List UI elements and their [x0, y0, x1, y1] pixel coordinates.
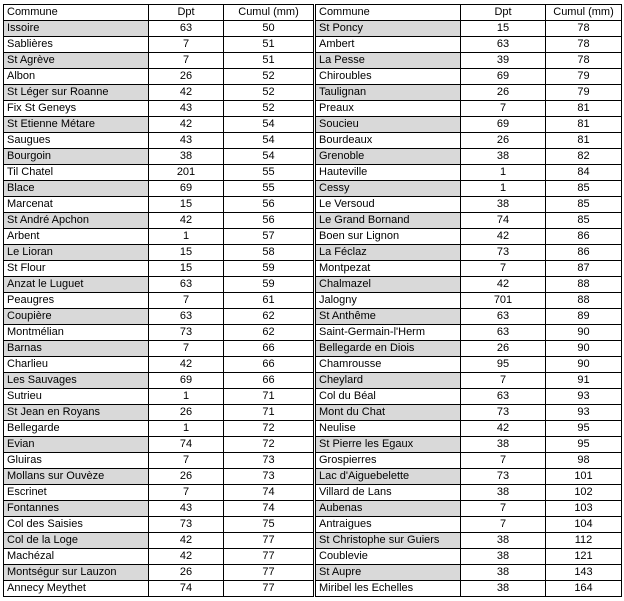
commune-cell: Chamrousse	[316, 357, 461, 373]
commune-cell: St Agrève	[4, 53, 149, 69]
commune-cell: Boen sur Lignon	[316, 229, 461, 245]
table-row	[316, 261, 622, 277]
cumul-cell: 52	[224, 85, 314, 101]
cumul-cell: 93	[546, 389, 622, 405]
dpt-cell: 38	[461, 197, 546, 213]
dpt-cell: 7	[149, 293, 224, 309]
table-row	[316, 213, 622, 229]
commune-cell: Neulise	[316, 421, 461, 437]
table-row	[4, 469, 314, 485]
table-row	[316, 341, 622, 357]
cumul-cell: 90	[546, 357, 622, 373]
dpt-cell: 42	[461, 229, 546, 245]
cumul-cell: 88	[546, 293, 622, 309]
commune-cell: Miribel les Echelles	[316, 581, 461, 597]
table-row	[316, 229, 622, 245]
dpt-cell: 42	[149, 85, 224, 101]
commune-cell: Albon	[4, 69, 149, 85]
cumul-cell: 59	[224, 261, 314, 277]
dpt-cell: 26	[149, 469, 224, 485]
commune-cell: Montmélian	[4, 325, 149, 341]
dpt-cell: 43	[149, 133, 224, 149]
table-row	[316, 277, 622, 293]
dpt-cell: 42	[149, 357, 224, 373]
dpt-cell: 7	[461, 517, 546, 533]
dpt-cell: 63	[461, 389, 546, 405]
cumul-cell: 91	[546, 373, 622, 389]
table-row	[4, 165, 314, 181]
cumul-cell: 57	[224, 229, 314, 245]
table-row	[4, 309, 314, 325]
dpt-cell: 201	[149, 165, 224, 181]
commune-cell: Anzat le Luguet	[4, 277, 149, 293]
cumul-cell: 56	[224, 213, 314, 229]
cumul-cell: 55	[224, 181, 314, 197]
table-row	[316, 469, 622, 485]
commune-cell: Peaugres	[4, 293, 149, 309]
table-row	[4, 21, 314, 37]
cumul-cell: 81	[546, 133, 622, 149]
commune-cell: St Christophe sur Guiers	[316, 533, 461, 549]
dpt-cell: 38	[461, 149, 546, 165]
cumul-cell: 79	[546, 69, 622, 85]
commune-cell: Montpezat	[316, 261, 461, 277]
table-row	[316, 373, 622, 389]
cumul-cell: 55	[224, 165, 314, 181]
header-dpt: Dpt	[149, 5, 224, 21]
commune-cell: Saugues	[4, 133, 149, 149]
commune-cell: Col des Saisies	[4, 517, 149, 533]
table-row	[4, 69, 314, 85]
table-row	[316, 85, 622, 101]
dpt-cell: 701	[461, 293, 546, 309]
table-row	[316, 389, 622, 405]
table-row	[316, 581, 622, 597]
table-row	[4, 277, 314, 293]
commune-cell: St Etienne Métare	[4, 117, 149, 133]
dpt-cell: 38	[461, 581, 546, 597]
dpt-cell: 7	[461, 373, 546, 389]
table-row	[316, 309, 622, 325]
commune-cell: Cheylard	[316, 373, 461, 389]
cumul-cell: 54	[224, 149, 314, 165]
rainfall-table-right	[315, 4, 622, 597]
dpt-cell: 63	[461, 37, 546, 53]
dpt-cell: 73	[149, 325, 224, 341]
dpt-cell: 38	[461, 485, 546, 501]
dpt-cell: 26	[461, 85, 546, 101]
cumul-cell: 77	[224, 581, 314, 597]
rainfall-table-left	[3, 4, 314, 597]
table-row	[4, 437, 314, 453]
commune-cell: Evian	[4, 437, 149, 453]
cumul-cell: 54	[224, 133, 314, 149]
dpt-cell: 7	[149, 485, 224, 501]
cumul-cell: 85	[546, 213, 622, 229]
commune-cell: St Aupre	[316, 565, 461, 581]
commune-cell: Preaux	[316, 101, 461, 117]
commune-cell: Saint-Germain-l'Herm	[316, 325, 461, 341]
table-row	[316, 293, 622, 309]
commune-cell: St Flour	[4, 261, 149, 277]
commune-cell: Les Sauvages	[4, 373, 149, 389]
table-row	[316, 37, 622, 53]
cumul-cell: 66	[224, 341, 314, 357]
table-row	[4, 549, 314, 565]
dpt-cell: 15	[461, 21, 546, 37]
table-row	[4, 485, 314, 501]
dpt-cell: 63	[461, 309, 546, 325]
cumul-cell: 61	[224, 293, 314, 309]
dpt-cell: 38	[461, 533, 546, 549]
table-row	[4, 197, 314, 213]
dpt-cell: 42	[149, 533, 224, 549]
commune-cell: Taulignan	[316, 85, 461, 101]
cumul-cell: 81	[546, 117, 622, 133]
commune-cell: Escrinet	[4, 485, 149, 501]
dpt-cell: 26	[149, 405, 224, 421]
cumul-cell: 72	[224, 437, 314, 453]
dpt-cell: 26	[461, 341, 546, 357]
dpt-cell: 63	[149, 21, 224, 37]
table-row	[316, 357, 622, 373]
commune-cell: Antraigues	[316, 517, 461, 533]
commune-cell: Bellegarde en Diois	[316, 341, 461, 357]
table-row	[4, 405, 314, 421]
commune-cell: Col de la Loge	[4, 533, 149, 549]
dpt-cell: 1	[461, 181, 546, 197]
dpt-cell: 7	[149, 453, 224, 469]
cumul-cell: 164	[546, 581, 622, 597]
dpt-cell: 74	[149, 581, 224, 597]
commune-cell: Sablières	[4, 37, 149, 53]
table-row	[4, 85, 314, 101]
dpt-cell: 26	[461, 133, 546, 149]
dpt-cell: 73	[461, 245, 546, 261]
commune-cell: Gluiras	[4, 453, 149, 469]
table-row	[4, 501, 314, 517]
cumul-cell: 89	[546, 309, 622, 325]
cumul-cell: 84	[546, 165, 622, 181]
commune-cell: Arbent	[4, 229, 149, 245]
table-row	[316, 133, 622, 149]
commune-cell: Coupière	[4, 309, 149, 325]
commune-cell: Blace	[4, 181, 149, 197]
cumul-cell: 143	[546, 565, 622, 581]
dpt-cell: 7	[461, 261, 546, 277]
commune-cell: Le Versoud	[316, 197, 461, 213]
commune-cell: Bellegarde	[4, 421, 149, 437]
cumul-cell: 51	[224, 37, 314, 53]
dpt-cell: 69	[461, 69, 546, 85]
cumul-cell: 98	[546, 453, 622, 469]
table-row	[316, 21, 622, 37]
cumul-cell: 52	[224, 101, 314, 117]
cumul-cell: 101	[546, 469, 622, 485]
commune-cell: Fontannes	[4, 501, 149, 517]
table-row	[316, 197, 622, 213]
cumul-cell: 78	[546, 37, 622, 53]
commune-cell: Mollans sur Ouvèze	[4, 469, 149, 485]
table-row	[316, 245, 622, 261]
commune-cell: St Jean en Royans	[4, 405, 149, 421]
table-row	[316, 325, 622, 341]
table-row	[4, 245, 314, 261]
cumul-cell: 74	[224, 501, 314, 517]
dpt-cell: 63	[149, 309, 224, 325]
commune-cell: Lac d'Aiguebelette	[316, 469, 461, 485]
header-cumul: Cumul (mm)	[224, 5, 314, 21]
commune-cell: Hauteville	[316, 165, 461, 181]
table-row	[4, 293, 314, 309]
dpt-cell: 69	[461, 117, 546, 133]
commune-cell: Bourgoin	[4, 149, 149, 165]
table-row	[4, 389, 314, 405]
dpt-cell: 42	[149, 117, 224, 133]
cumul-cell: 52	[224, 69, 314, 85]
table-row	[316, 565, 622, 581]
cumul-cell: 95	[546, 421, 622, 437]
cumul-cell: 71	[224, 405, 314, 421]
header-commune: Commune	[316, 5, 461, 21]
commune-cell: Jalogny	[316, 293, 461, 309]
dpt-cell: 38	[461, 549, 546, 565]
commune-cell: St Anthême	[316, 309, 461, 325]
cumul-cell: 75	[224, 517, 314, 533]
dpt-cell: 42	[461, 277, 546, 293]
dpt-cell: 42	[149, 549, 224, 565]
table-row	[4, 517, 314, 533]
commune-cell: Barnas	[4, 341, 149, 357]
table-row	[4, 117, 314, 133]
cumul-cell: 79	[546, 85, 622, 101]
dpt-cell: 69	[149, 181, 224, 197]
commune-cell: Ambert	[316, 37, 461, 53]
cumul-cell: 90	[546, 325, 622, 341]
dpt-cell: 38	[149, 149, 224, 165]
dpt-cell: 63	[461, 325, 546, 341]
table-row	[4, 53, 314, 69]
cumul-cell: 78	[546, 53, 622, 69]
table-row	[4, 37, 314, 53]
dpt-cell: 73	[461, 469, 546, 485]
cumul-cell: 88	[546, 277, 622, 293]
commune-cell: Villard de Lans	[316, 485, 461, 501]
dpt-cell: 1	[149, 389, 224, 405]
table-row	[4, 261, 314, 277]
cumul-cell: 78	[546, 21, 622, 37]
commune-cell: La Pesse	[316, 53, 461, 69]
dpt-cell: 74	[149, 437, 224, 453]
cumul-cell: 62	[224, 309, 314, 325]
table-row	[316, 165, 622, 181]
cumul-cell: 51	[224, 53, 314, 69]
table-row	[316, 149, 622, 165]
dpt-cell: 73	[149, 517, 224, 533]
commune-cell: Annecy Meythet	[4, 581, 149, 597]
cumul-cell: 95	[546, 437, 622, 453]
commune-cell: La Féclaz	[316, 245, 461, 261]
table-row	[316, 485, 622, 501]
commune-cell: St Pierre les Egaux	[316, 437, 461, 453]
dpt-cell: 95	[461, 357, 546, 373]
dpt-cell: 7	[461, 101, 546, 117]
dpt-cell: 7	[149, 53, 224, 69]
cumul-cell: 102	[546, 485, 622, 501]
commune-cell: Cessy	[316, 181, 461, 197]
commune-cell: Montségur sur Lauzon	[4, 565, 149, 581]
commune-cell: Bourdeaux	[316, 133, 461, 149]
cumul-cell: 66	[224, 373, 314, 389]
commune-cell: Marcenat	[4, 197, 149, 213]
cumul-cell: 85	[546, 181, 622, 197]
cumul-cell: 81	[546, 101, 622, 117]
table-row	[4, 341, 314, 357]
dpt-cell: 42	[149, 213, 224, 229]
cumul-cell: 121	[546, 549, 622, 565]
cumul-cell: 58	[224, 245, 314, 261]
commune-cell: Issoire	[4, 21, 149, 37]
table-row	[4, 181, 314, 197]
header-dpt: Dpt	[461, 5, 546, 21]
cumul-cell: 72	[224, 421, 314, 437]
commune-cell: Machézal	[4, 549, 149, 565]
dpt-cell: 42	[461, 421, 546, 437]
header-commune: Commune	[4, 5, 149, 21]
table-row	[4, 373, 314, 389]
commune-cell: Grospierres	[316, 453, 461, 469]
table-row	[316, 501, 622, 517]
cumul-cell: 85	[546, 197, 622, 213]
commune-cell: Grenoble	[316, 149, 461, 165]
commune-cell: Soucieu	[316, 117, 461, 133]
cumul-cell: 74	[224, 485, 314, 501]
cumul-cell: 56	[224, 197, 314, 213]
commune-cell: St Léger sur Roanne	[4, 85, 149, 101]
commune-cell: Col du Béal	[316, 389, 461, 405]
commune-cell: Charlieu	[4, 357, 149, 373]
dpt-cell: 15	[149, 261, 224, 277]
commune-cell: St André Apchon	[4, 213, 149, 229]
cumul-cell: 50	[224, 21, 314, 37]
cumul-cell: 86	[546, 229, 622, 245]
cumul-cell: 62	[224, 325, 314, 341]
cumul-cell: 77	[224, 565, 314, 581]
table-row	[316, 437, 622, 453]
dpt-cell: 69	[149, 373, 224, 389]
dpt-cell: 39	[461, 53, 546, 69]
dpt-cell: 15	[149, 197, 224, 213]
cumul-cell: 82	[546, 149, 622, 165]
commune-cell: Chiroubles	[316, 69, 461, 85]
header-row	[4, 5, 314, 21]
table-row	[316, 53, 622, 69]
header-row	[316, 5, 622, 21]
table-row	[4, 453, 314, 469]
commune-cell: Til Chatel	[4, 165, 149, 181]
commune-cell: Mont du Chat	[316, 405, 461, 421]
cumul-cell: 77	[224, 549, 314, 565]
cumul-cell: 54	[224, 117, 314, 133]
table-row	[4, 133, 314, 149]
dpt-cell: 7	[461, 453, 546, 469]
cumul-cell: 93	[546, 405, 622, 421]
commune-cell: Coublevie	[316, 549, 461, 565]
cumul-cell: 103	[546, 501, 622, 517]
cumul-cell: 87	[546, 261, 622, 277]
dpt-cell: 63	[149, 277, 224, 293]
cumul-cell: 73	[224, 469, 314, 485]
dpt-cell: 1	[149, 421, 224, 437]
table-row	[4, 229, 314, 245]
dpt-cell: 1	[149, 229, 224, 245]
table-row	[4, 101, 314, 117]
cumul-cell: 90	[546, 341, 622, 357]
dpt-cell: 38	[461, 437, 546, 453]
dpt-cell: 1	[461, 165, 546, 181]
dpt-cell: 15	[149, 245, 224, 261]
table-row	[4, 213, 314, 229]
table-row	[4, 565, 314, 581]
commune-cell: St Poncy	[316, 21, 461, 37]
table-row	[316, 533, 622, 549]
cumul-cell: 86	[546, 245, 622, 261]
table-row	[4, 357, 314, 373]
dpt-cell: 43	[149, 101, 224, 117]
dpt-cell: 43	[149, 501, 224, 517]
table-row	[316, 405, 622, 421]
commune-cell: Chalmazel	[316, 277, 461, 293]
header-cumul: Cumul (mm)	[546, 5, 622, 21]
table-row	[316, 101, 622, 117]
table-row	[4, 325, 314, 341]
commune-cell: Sutrieu	[4, 389, 149, 405]
cumul-cell: 66	[224, 357, 314, 373]
table-row	[316, 69, 622, 85]
dpt-cell: 74	[461, 213, 546, 229]
cumul-cell: 71	[224, 389, 314, 405]
table-row	[316, 549, 622, 565]
cumul-cell: 73	[224, 453, 314, 469]
table-row	[4, 421, 314, 437]
table-row	[4, 581, 314, 597]
table-row	[4, 533, 314, 549]
commune-cell: Aubenas	[316, 501, 461, 517]
table-row	[316, 181, 622, 197]
cumul-cell: 59	[224, 277, 314, 293]
commune-cell: Le Lioran	[4, 245, 149, 261]
dpt-cell: 7	[461, 501, 546, 517]
dpt-cell: 73	[461, 405, 546, 421]
dpt-cell: 38	[461, 565, 546, 581]
dpt-cell: 26	[149, 69, 224, 85]
cumul-cell: 104	[546, 517, 622, 533]
table-row	[316, 117, 622, 133]
dpt-cell: 7	[149, 37, 224, 53]
dpt-cell: 7	[149, 341, 224, 357]
cumul-cell: 77	[224, 533, 314, 549]
dpt-cell: 26	[149, 565, 224, 581]
commune-cell: Le Grand Bornand	[316, 213, 461, 229]
table-row	[4, 149, 314, 165]
cumul-cell: 112	[546, 533, 622, 549]
commune-cell: Fix St Geneys	[4, 101, 149, 117]
table-row	[316, 453, 622, 469]
table-row	[316, 421, 622, 437]
table-row	[316, 517, 622, 533]
